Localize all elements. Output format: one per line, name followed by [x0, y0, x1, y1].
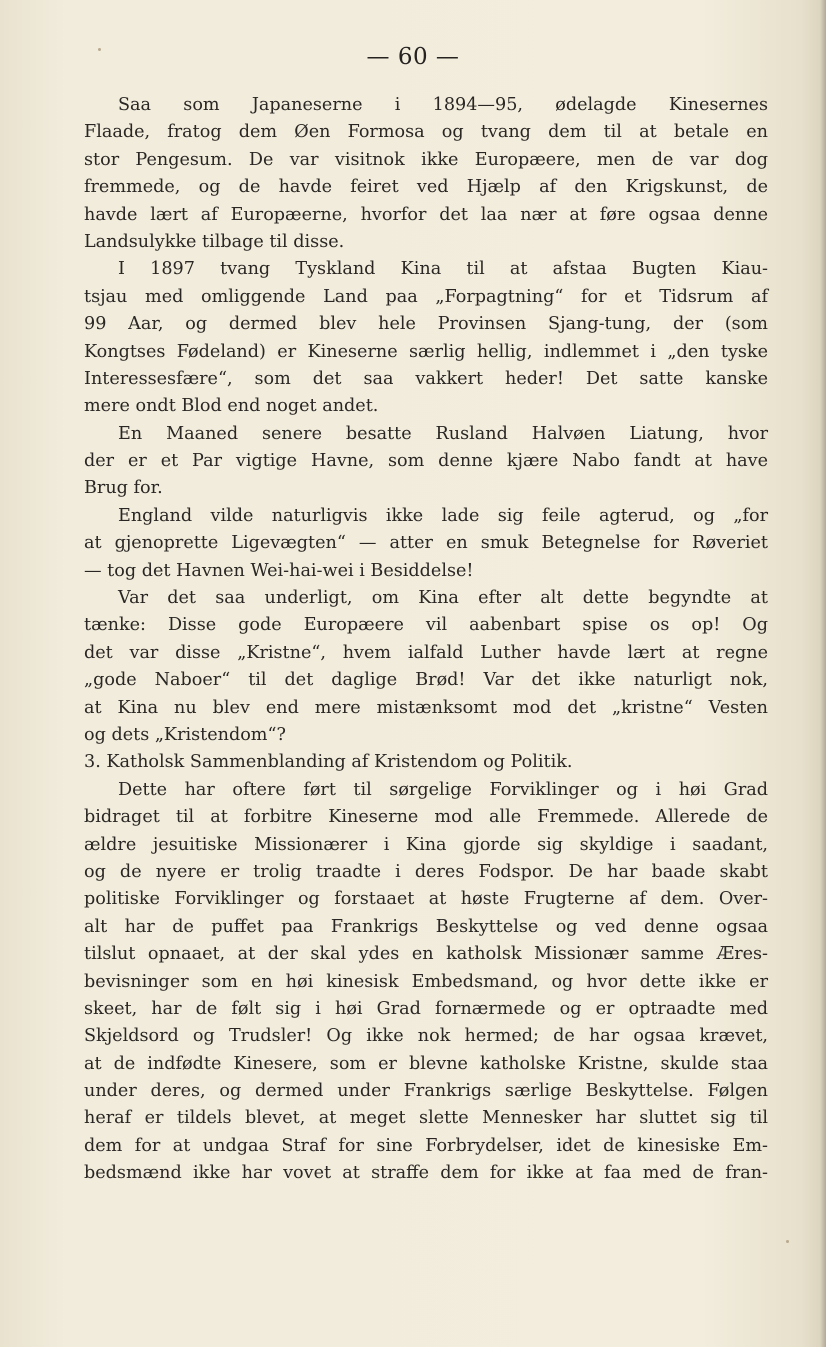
- page-number: — 60 —: [366, 44, 460, 70]
- text-line: og de nyere er trolig traadte i deres Fodspor. De har baade skabt: [84, 861, 768, 882]
- text-line: tsjau med omliggende Land paa „Forpagtning“ for et Tidsrum af: [84, 286, 768, 307]
- text-line: bidraget til at forbitre Kineserne mod alle Fremmede. Allerede de: [84, 807, 768, 828]
- text-line: tilslut opnaaet, at der skal ydes en katholsk Missionær samme Æres-: [84, 944, 768, 965]
- text-line: bedsmænd ikke har vovet at straffe dem for ikke at faa med de fran-: [84, 1163, 768, 1184]
- text-line: havde lært af Europæerne, hvorfor det laa nær at føre ogsaa denne: [84, 204, 768, 225]
- text-line: alt har de puffet paa Frankrigs Beskyttelse og ved denne ogsaa: [84, 916, 768, 937]
- text-line: under deres, og dermed under Frankrigs særlige Beskyttelse. Følgen: [84, 1081, 768, 1102]
- text-line: skeet, har de følt sig i høi Grad fornærmede og er optraadte med: [84, 998, 768, 1019]
- text-line: at gjenoprette Ligevægten“ — atter en smuk Betegnelse for Røveriet: [84, 533, 768, 554]
- text-line: heraf er tildels blevet, at meget slette Mennesker har sluttet sig til: [84, 1108, 768, 1129]
- text-line: Landsulykke tilbage til disse.: [84, 231, 345, 252]
- text-line: fremmede, og de havde feiret ved Hjælp af den Krigskunst, de: [84, 177, 768, 198]
- text-line: bevisninger som en høi kinesisk Embedsmand, og hvor dette ikke er: [84, 971, 768, 992]
- text-line: „gode Naboer“ til det daglige Brød! Var det ikke naturligt nok,: [84, 670, 768, 691]
- text-line: En Maaned senere besatte Rusland Halvøen Liatung, hvor: [118, 423, 768, 444]
- text-line: det var disse „Kristne“, hvem ialfald Luther havde lært at regne: [84, 642, 768, 663]
- text-line: England vilde naturligvis ikke lade sig feile agterud, og „for: [118, 505, 768, 526]
- text-line: at Kina nu blev end mere mistænksomt mod det „kristne“ Vesten: [84, 697, 768, 718]
- text-line: dem for at undgaa Straf for sine Forbrydelser, idet de kinesiske Em-: [84, 1135, 768, 1156]
- text-line: Flaade, fratog dem Øen Formosa og tvang dem til at betale en: [84, 122, 768, 143]
- text-line: Saa som Japaneserne i 1894—95, ødelagde Kinesernes: [118, 95, 768, 115]
- text-line: Brug for.: [84, 478, 163, 499]
- text-line: Interessesfære“, som det saa vakkert heder! Det satte kanske: [84, 368, 768, 389]
- text-line: 99 Aar, og dermed blev hele Provinsen Sjang-tung, der (som: [84, 314, 768, 335]
- text-line: tænke: Disse gode Europæere vil aabenbart spise os op! Og: [84, 615, 768, 636]
- text-line: Kongtses Fødeland) er Kineserne særlig hellig, indlemmet i „den tyske: [84, 341, 768, 362]
- text-line: ældre jesuitiske Missionærer i Kina gjorde sig skyldige i saadant,: [84, 834, 768, 855]
- paper-speck: [98, 48, 101, 51]
- text-line: og dets „Kristendom“?: [84, 724, 286, 745]
- text-line: der er et Par vigtige Havne, som denne kjære Nabo fandt at have: [84, 451, 768, 472]
- text-line: Skjeldsord og Trudsler! Og ikke nok hermed; de har ogsaa krævet,: [84, 1026, 768, 1047]
- text-line: I 1897 tvang Tyskland Kina til at afstaa Bugten Kiau-: [118, 259, 768, 280]
- body-text: [84, 92, 768, 1188]
- text-line: stor Pengesum. De var visitnok ikke Europæere, men de var dog: [84, 149, 768, 170]
- paper-speck: [786, 1240, 789, 1243]
- text-line: politiske Forviklinger og forstaaet at høste Frugterne af dem. Over-: [84, 889, 768, 910]
- page-edge-shadow: [820, 0, 826, 1347]
- text-line: mere ondt Blod end noget andet.: [84, 396, 379, 417]
- text-line: at de indfødte Kinesere, som er blevne katholske Kristne, skulde staa: [84, 1053, 768, 1074]
- text-line: — tog det Havnen Wei-hai-wei i Besiddelse!: [84, 560, 474, 581]
- text-line: Var det saa underligt, om Kina efter alt dette begyndte at: [118, 588, 768, 609]
- section-heading: 3. Katholsk Sammenblanding af Kristendom og Politik.: [84, 752, 573, 773]
- text-line: Dette har oftere ført til sørgelige Forviklinger og i høi Grad: [118, 779, 768, 800]
